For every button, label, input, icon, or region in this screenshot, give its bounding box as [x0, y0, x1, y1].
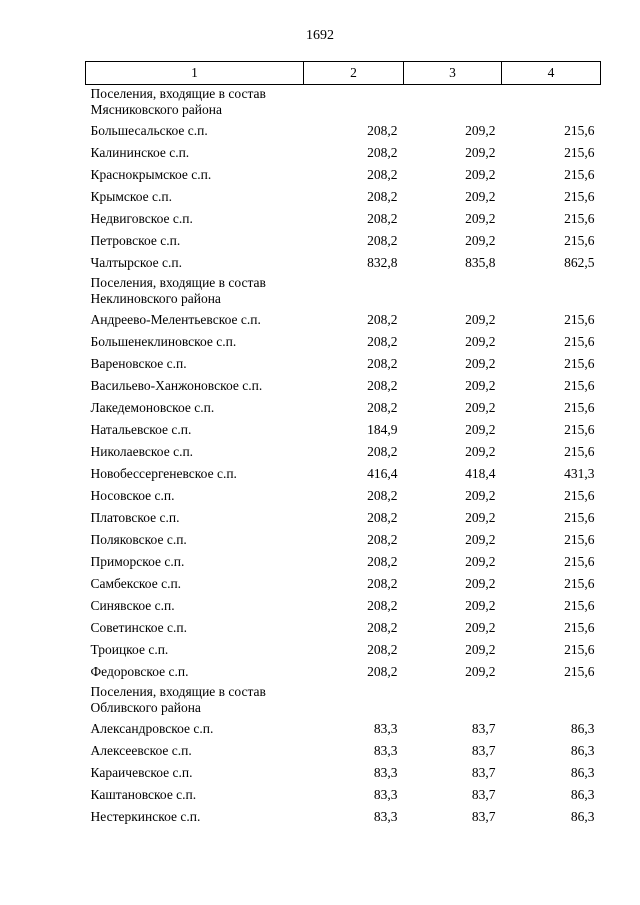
value-cell-col3: 209,2 [465, 510, 496, 525]
settlements-table [85, 61, 601, 828]
value-cell-col2: 208,2 [367, 642, 398, 657]
value-cell-col3: 209,2 [465, 422, 496, 437]
settlement-name-cell: Натальевское с.п. [90, 422, 192, 437]
value-cell-col4: 86,3 [570, 721, 595, 736]
value-cell-col2: 208,2 [367, 334, 398, 349]
value-cell-col4: 215,6 [564, 510, 595, 525]
settlement-name-cell: Караичевское с.п. [90, 765, 193, 780]
value-cell-col3: 209,2 [465, 598, 496, 613]
settlement-name-cell: Синявское с.п. [90, 598, 175, 613]
table-row [86, 309, 601, 331]
value-cell-col3: 209,2 [465, 167, 496, 182]
settlement-name-cell: Крымское с.п. [90, 189, 172, 204]
value-cell-col3: 209,2 [465, 145, 496, 160]
table-row [86, 639, 601, 661]
value-cell-col3: 209,2 [465, 444, 496, 459]
table-row [86, 740, 601, 762]
value-cell-col3: 209,2 [465, 233, 496, 248]
value-cell-col4: 215,6 [564, 312, 595, 327]
value-cell-col4: 86,3 [570, 809, 595, 824]
section-header-row [86, 85, 601, 121]
table-row [86, 617, 601, 639]
value-cell-col4: 215,6 [564, 145, 595, 160]
value-cell-col4: 215,6 [564, 576, 595, 591]
table-row [86, 353, 601, 375]
table-row [86, 806, 601, 828]
table-row [86, 397, 601, 419]
table-row [86, 419, 601, 441]
settlement-name-cell: Советинское с.п. [90, 620, 188, 635]
value-cell-col2: 83,3 [373, 743, 398, 758]
table-row [86, 529, 601, 551]
table-row [86, 573, 601, 595]
value-cell-col2: 208,2 [367, 598, 398, 613]
value-cell-col4: 215,6 [564, 123, 595, 138]
value-cell-col3: 418,4 [465, 466, 496, 481]
page-number: 1692 [306, 28, 334, 43]
value-cell-col2: 416,4 [367, 466, 398, 481]
value-cell-col2: 208,2 [367, 123, 398, 138]
table-row [86, 164, 601, 186]
value-cell-col4: 215,6 [564, 422, 595, 437]
settlement-name-cell: Приморское с.п. [90, 554, 185, 569]
settlement-name-cell: Николаевское с.п. [90, 444, 194, 459]
settlement-name-cell: Носовское с.п. [90, 488, 175, 503]
column-header-4: 4 [502, 62, 601, 85]
value-cell-col2: 208,2 [367, 444, 398, 459]
table-row [86, 595, 601, 617]
settlements-table-container [85, 61, 600, 828]
settlement-name-cell: Лакедемоновское с.п. [90, 400, 215, 415]
settlement-name-cell: Поселения, входящие в состав Обливского района [90, 684, 266, 715]
value-cell-col3: 83,7 [471, 743, 496, 758]
table-row [86, 331, 601, 353]
value-cell-col3: 209,2 [465, 312, 496, 327]
value-cell-col4: 215,6 [564, 400, 595, 415]
settlement-name-cell: Троицкое с.п. [90, 642, 169, 657]
value-cell-col2: 208,2 [367, 211, 398, 226]
value-cell-col2: 208,2 [367, 532, 398, 547]
column-header-3: 3 [404, 62, 502, 85]
value-cell-col2: 208,2 [367, 664, 398, 679]
table-row [86, 784, 601, 806]
settlement-name-cell: Поселения, входящие в состав Неклиновского района [90, 275, 266, 306]
value-cell-col2: 208,2 [367, 400, 398, 415]
value-cell-col3 [404, 683, 502, 718]
settlement-name-cell: Нестеркинское с.п. [90, 809, 201, 824]
table-header-row [86, 62, 601, 85]
value-cell-col4: 215,6 [564, 189, 595, 204]
table-row [86, 551, 601, 573]
column-header-1: 1 [86, 62, 304, 85]
value-cell-col3: 83,7 [471, 787, 496, 802]
value-cell-col2: 208,2 [367, 167, 398, 182]
value-cell-col4: 215,6 [564, 444, 595, 459]
value-cell-col3: 835,8 [465, 255, 496, 270]
table-row [86, 120, 601, 142]
value-cell-col4: 215,6 [564, 554, 595, 569]
value-cell-col2 [304, 85, 404, 121]
settlement-name-cell: Новобессергеневское с.п. [90, 466, 237, 481]
value-cell-col3: 209,2 [465, 532, 496, 547]
settlement-name-cell: Большесальское с.п. [90, 123, 208, 138]
table-row [86, 375, 601, 397]
value-cell-col3 [404, 85, 502, 121]
value-cell-col2: 83,3 [373, 809, 398, 824]
value-cell-col3: 209,2 [465, 642, 496, 657]
settlement-name-cell: Каштановское с.п. [90, 787, 197, 802]
settlement-name-cell: Алексеевское с.п. [90, 743, 192, 758]
settlement-name-cell: Поселения, входящие в состав Мясниковского района [90, 86, 266, 117]
value-cell-col4: 215,6 [564, 167, 595, 182]
value-cell-col4: 86,3 [570, 765, 595, 780]
value-cell-col2: 208,2 [367, 576, 398, 591]
settlement-name-cell: Петровское с.п. [90, 233, 181, 248]
value-cell-col2: 83,3 [373, 721, 398, 736]
value-cell-col3: 209,2 [465, 356, 496, 371]
table-row [86, 252, 601, 274]
value-cell-col4 [502, 683, 601, 718]
section-header-row [86, 274, 601, 309]
value-cell-col3: 83,7 [471, 721, 496, 736]
settlement-name-cell: Платовское с.п. [90, 510, 180, 525]
value-cell-col4: 215,6 [564, 664, 595, 679]
settlement-name-cell: Большенеклиновское с.п. [90, 334, 237, 349]
settlement-name-cell: Вареновское с.п. [90, 356, 187, 371]
table-row [86, 441, 601, 463]
value-cell-col3: 209,2 [465, 334, 496, 349]
settlement-name-cell: Калининское с.п. [90, 145, 190, 160]
value-cell-col2 [304, 683, 404, 718]
settlement-name-cell: Андреево-Мелентьевское с.п. [90, 312, 261, 327]
value-cell-col2: 208,2 [367, 356, 398, 371]
table-row [86, 230, 601, 252]
value-cell-col4: 215,6 [564, 532, 595, 547]
value-cell-col2 [304, 274, 404, 309]
settlement-name-cell: Недвиговское с.п. [90, 211, 193, 226]
value-cell-col2: 83,3 [373, 787, 398, 802]
value-cell-col4: 215,6 [564, 334, 595, 349]
value-cell-col3: 83,7 [471, 809, 496, 824]
table-row [86, 186, 601, 208]
value-cell-col4 [502, 274, 601, 309]
value-cell-col2: 208,2 [367, 378, 398, 393]
table-row [86, 208, 601, 230]
table-row [86, 762, 601, 784]
table-row [86, 463, 601, 485]
value-cell-col4: 86,3 [570, 787, 595, 802]
settlement-name-cell: Чалтырское с.п. [90, 255, 182, 270]
table-row [86, 142, 601, 164]
table-row [86, 507, 601, 529]
table-row [86, 718, 601, 740]
table-body [86, 85, 601, 829]
table-row [86, 485, 601, 507]
value-cell-col4: 215,6 [564, 211, 595, 226]
value-cell-col3 [404, 274, 502, 309]
value-cell-col2: 208,2 [367, 145, 398, 160]
section-header-row [86, 683, 601, 718]
settlement-name-cell: Александровское с.п. [90, 721, 214, 736]
table-row [86, 661, 601, 683]
value-cell-col3: 209,2 [465, 189, 496, 204]
value-cell-col3: 209,2 [465, 378, 496, 393]
value-cell-col3: 209,2 [465, 400, 496, 415]
table-header [86, 62, 601, 85]
value-cell-col3: 209,2 [465, 664, 496, 679]
settlement-name-cell: Васильево-Ханжоновское с.п. [90, 378, 263, 393]
value-cell-col4: 431,3 [564, 466, 595, 481]
value-cell-col2: 184,9 [367, 422, 398, 437]
value-cell-col4: 862,5 [564, 255, 595, 270]
value-cell-col2: 208,2 [367, 233, 398, 248]
value-cell-col3: 209,2 [465, 576, 496, 591]
value-cell-col2: 208,2 [367, 189, 398, 204]
value-cell-col3: 209,2 [465, 211, 496, 226]
value-cell-col4: 215,6 [564, 488, 595, 503]
value-cell-col3: 209,2 [465, 620, 496, 635]
value-cell-col4: 86,3 [570, 743, 595, 758]
value-cell-col4 [502, 85, 601, 121]
value-cell-col4: 215,6 [564, 378, 595, 393]
settlement-name-cell: Самбекское с.п. [90, 576, 182, 591]
value-cell-col3: 209,2 [465, 488, 496, 503]
value-cell-col4: 215,6 [564, 356, 595, 371]
value-cell-col2: 208,2 [367, 312, 398, 327]
settlement-name-cell: Поляковское с.п. [90, 532, 187, 547]
settlement-name-cell: Краснокрымское с.п. [90, 167, 212, 182]
value-cell-col3: 83,7 [471, 765, 496, 780]
value-cell-col2: 208,2 [367, 554, 398, 569]
value-cell-col2: 83,3 [373, 765, 398, 780]
value-cell-col3: 209,2 [465, 554, 496, 569]
settlement-name-cell: Федоровское с.п. [90, 664, 189, 679]
value-cell-col4: 215,6 [564, 598, 595, 613]
column-header-2: 2 [304, 62, 404, 85]
value-cell-col4: 215,6 [564, 233, 595, 248]
value-cell-col2: 208,2 [367, 510, 398, 525]
value-cell-col4: 215,6 [564, 642, 595, 657]
value-cell-col4: 215,6 [564, 620, 595, 635]
value-cell-col2: 208,2 [367, 488, 398, 503]
value-cell-col2: 832,8 [367, 255, 398, 270]
value-cell-col2: 208,2 [367, 620, 398, 635]
value-cell-col3: 209,2 [465, 123, 496, 138]
